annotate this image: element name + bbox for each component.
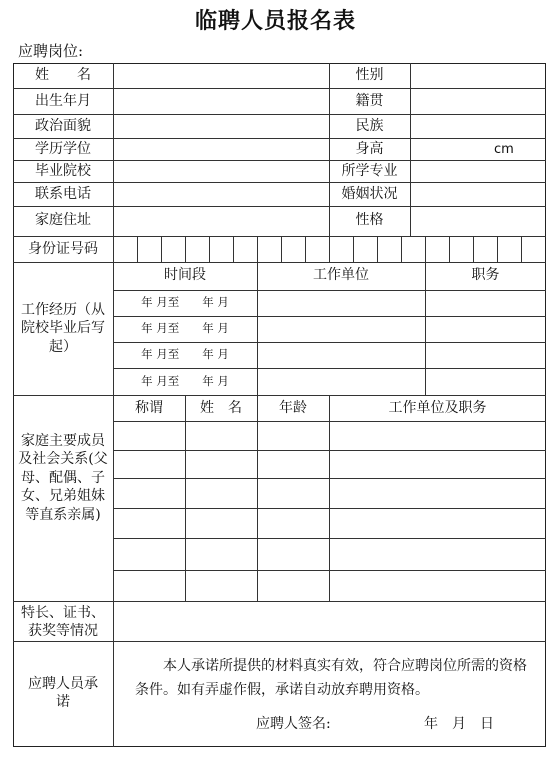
work-header-period: 时间段 (164, 267, 206, 283)
pledge-label: 应聘人员承诺 (28, 676, 98, 711)
character-label: 性格 (355, 212, 384, 228)
work-period-3: 年 月至 年 月 (141, 347, 229, 361)
family-label: 家庭主要成员及社会关系(父母、配偶、子女、兄弟姐妹等直系亲属) (18, 433, 108, 523)
id-number-label: 身份证号码 (28, 241, 98, 257)
work-period-2: 年 月至 年 月 (141, 321, 229, 335)
signature-label: 应聘人签名: (256, 716, 331, 732)
work-period-4: 年 月至 年 月 (141, 374, 229, 388)
height-label: 身高 (355, 141, 384, 157)
major-label: 所学专业 (341, 163, 398, 179)
birth-label: 出生年月 (35, 93, 91, 109)
family-header-relation: 称谓 (135, 400, 163, 416)
work-header-employer: 工作单位 (313, 267, 369, 283)
pledge-text: 本人承诺所提供的材料真实有效，符合应聘岗位所需的资格条件。如有弄虚作假，承诺自动放弃聘用资格。 (135, 658, 527, 698)
work-experience-label: 工作经历（从院校毕业后写起） (21, 302, 105, 355)
form-title: 临聘人员报名表 (194, 8, 356, 34)
post-label: 应聘岗位: (18, 42, 84, 60)
school-label: 毕业院校 (35, 163, 91, 179)
marital-label: 婚姻状况 (341, 186, 398, 202)
skills-label: 特长、证书、获奖等情况 (21, 605, 105, 640)
family-header-employer: 工作单位及职务 (388, 400, 487, 416)
education-label: 学历学位 (35, 141, 91, 157)
address-label: 家庭住址 (35, 212, 91, 228)
political-label: 政治面貌 (35, 118, 91, 134)
family-header-name: 姓 名 (200, 400, 242, 416)
gender-label: 性别 (355, 67, 384, 83)
native-place-label: 籍贯 (355, 93, 384, 109)
work-header-position: 职务 (471, 267, 500, 283)
phone-label: 联系电话 (35, 186, 91, 202)
family-header-age: 年龄 (279, 400, 307, 416)
work-period-1: 年 月至 年 月 (141, 295, 229, 309)
height-unit: cm (494, 142, 514, 157)
sign-date: 年 月 日 (424, 716, 494, 732)
ethnicity-label: 民族 (355, 118, 384, 134)
name-label: 姓 名 (35, 67, 91, 83)
